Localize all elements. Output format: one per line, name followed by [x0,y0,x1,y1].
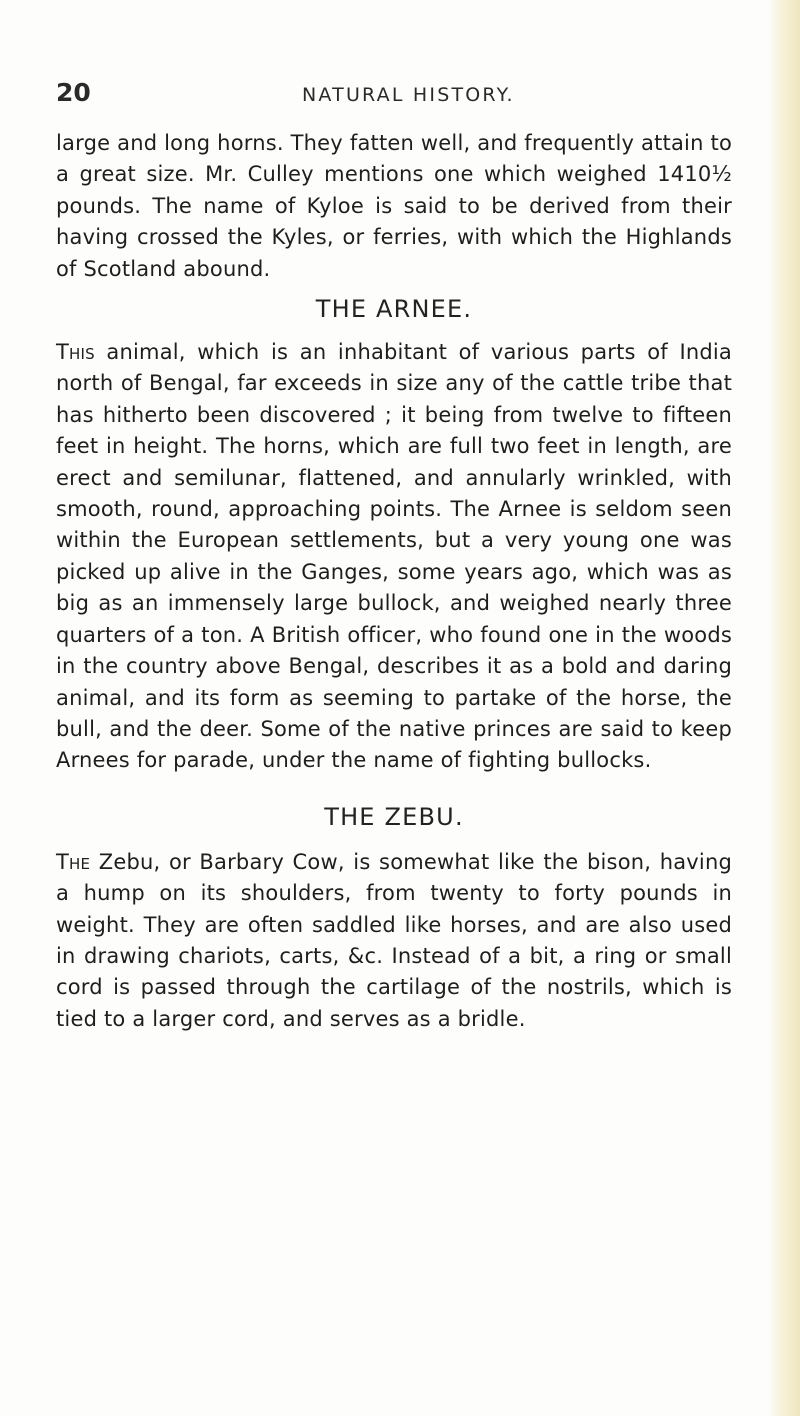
page-content [56,128,732,1035]
zebu-body-text: Zebu, or Barbary Cow, is somewhat like the bison, having a hump on its shoulders, from twenty to forty pounds in weight. They are often saddled like horses, and are also used in drawing chariots, carts, &c. Instead of a bit, a ring or small cord is passed through the cartilage of the nostrils, which is tied to a larger cord, and serves as a bridle. [56,849,732,1031]
page-edge-shading [768,0,800,1416]
page-number: 20 [56,78,91,107]
arnee-body-text: animal, which is an inhabitant of various parts of India north of Bengal, far exceeds in size any of the cattle tribe that has hitherto been discovered ; it being from twelve to fifteen feet in height. The horns, which are full two feet in length, are erect and semilunar, flattened, and annularly wrinkled, with smooth, round, approaching points. The Arnee is seldom seen within the European settlements, but a very young one was picked up alive in the Ganges, some years ago, which was as big as an immensely large bullock, and weighed nearly three quarters of a ton. A British officer, who found one in the woods in the country above Bengal, describes it as a bold and daring animal, and its form as seeming to partake of the horse, the bull, and the deer. Some of the native princes are said to keep Arnees for parade, under the name of fighting bullocks. [56,340,732,773]
continuation-paragraph: large and long horns. They fatten well, and frequently attain to a great size. Mr. Culley mentions one which weighed 1410½ pounds. The name of Kyloe is said to be derived from their having crossed the Kyles, or ferries, with which the Highlands of Scotland abound. [56,131,732,281]
section-heading-zebu: THE ZEBU. [324,802,464,831]
arnee-paragraph [56,337,732,777]
zebu-lead-word: The [56,849,91,874]
zebu-paragraph [56,847,732,1035]
running-head [56,78,726,114]
running-title: NATURAL HISTORY. [302,84,515,106]
arnee-lead-word: This [56,340,95,365]
section-heading-arnee: THE ARNEE. [315,295,473,324]
